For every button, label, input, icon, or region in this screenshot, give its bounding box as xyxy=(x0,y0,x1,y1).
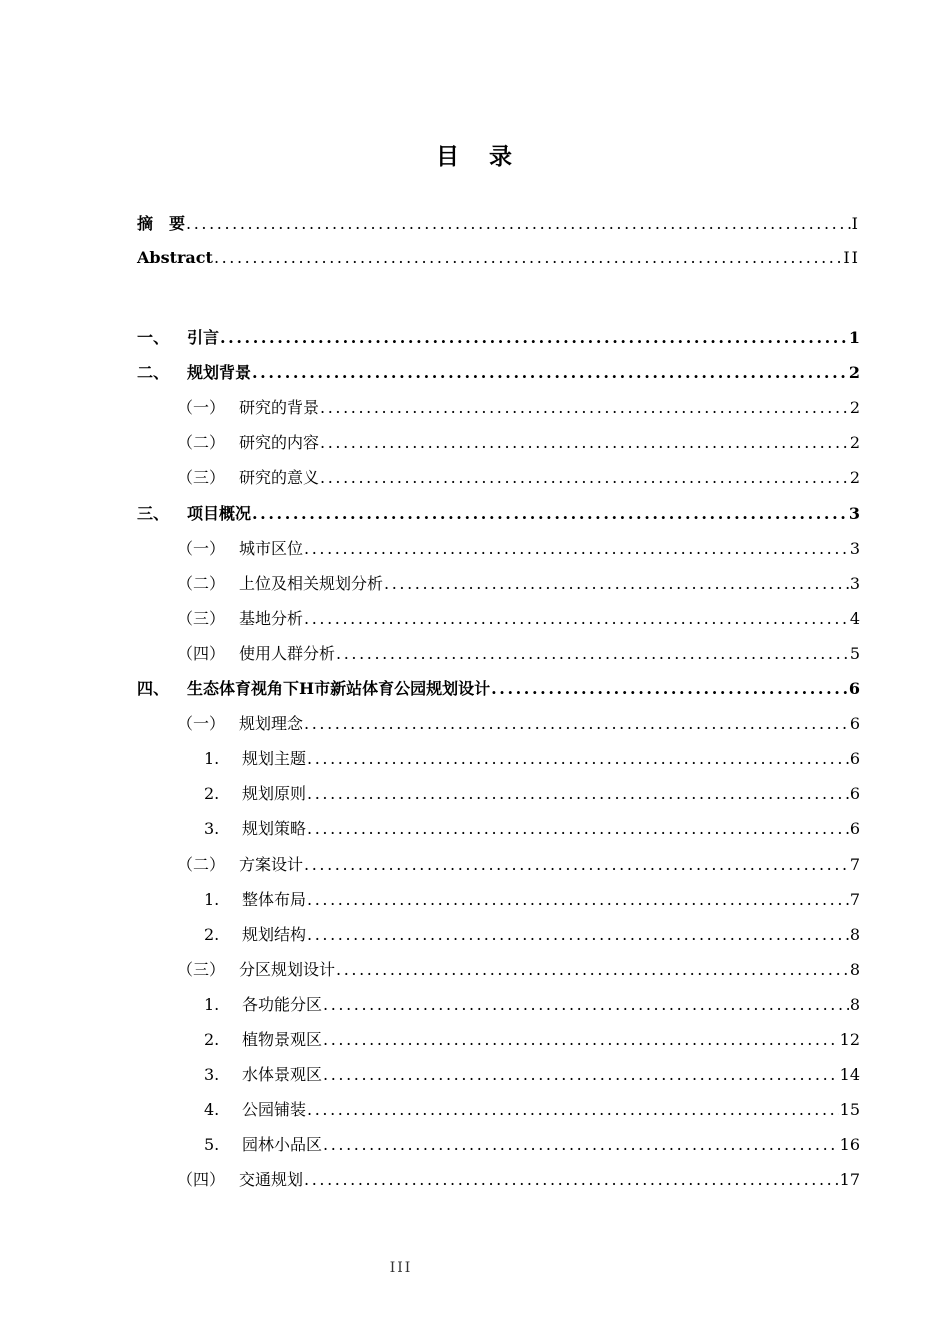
dot-leader xyxy=(307,782,849,806)
dot-leader xyxy=(307,1098,839,1122)
toc-entry-label: 方案设计 xyxy=(239,855,304,874)
dot-leader xyxy=(252,502,848,526)
toc-entry-page: 14 xyxy=(839,1065,860,1084)
toc-entry-page: 6 xyxy=(848,679,860,698)
toc-entry-number: （三） xyxy=(177,468,226,487)
toc-entry[interactable] xyxy=(177,1168,860,1192)
toc-entry-number: （一） xyxy=(177,398,226,417)
toc-entry-number: （一） xyxy=(177,714,226,733)
toc-entry-page: 6 xyxy=(849,714,860,733)
toc-entry-page: 8 xyxy=(849,995,860,1014)
toc-entry-label: 整体布局 xyxy=(242,890,307,909)
dot-leader xyxy=(304,712,849,736)
toc-entry[interactable] xyxy=(204,888,860,912)
toc-entry[interactable] xyxy=(137,502,860,526)
toc-entry-page: 3 xyxy=(849,574,860,593)
toc-entry-label: 上位及相关规划分析 xyxy=(239,574,384,593)
dot-leader xyxy=(307,817,849,841)
dot-leader xyxy=(252,361,848,385)
toc-entry-label: 规划策略 xyxy=(242,819,307,838)
toc-entry-label: 公园铺装 xyxy=(242,1100,307,1119)
toc-entry-page: 6 xyxy=(849,784,860,803)
toc-entry-number: 一、 xyxy=(137,328,170,347)
toc-entry-label: 规划背景 xyxy=(187,363,252,382)
toc-entry[interactable] xyxy=(177,642,860,666)
toc-entry-number: 2. xyxy=(204,784,220,803)
dot-leader xyxy=(323,1133,839,1157)
dot-leader xyxy=(384,572,849,596)
toc-entry[interactable] xyxy=(137,326,860,350)
toc-entry-page: 2 xyxy=(849,398,860,417)
toc-entry-number: （一） xyxy=(177,539,226,558)
toc-entry[interactable] xyxy=(177,853,860,877)
toc-entry-number: （三） xyxy=(177,960,226,979)
toc-entry-label: 园林小品区 xyxy=(242,1135,323,1154)
toc-entry[interactable] xyxy=(204,1063,860,1087)
toc-entry-label: 城市区位 xyxy=(239,539,304,558)
toc-entry-number: 二、 xyxy=(137,363,170,382)
dot-leader xyxy=(491,677,848,701)
toc-entry[interactable] xyxy=(177,607,860,631)
toc-entry-number: （二） xyxy=(177,433,226,452)
toc-entry-label: 项目概况 xyxy=(187,504,252,523)
toc-entry[interactable] xyxy=(177,537,860,561)
toc-entry-page: 1 xyxy=(848,328,860,347)
toc-entry-label: 各功能分区 xyxy=(242,995,323,1014)
toc-entry[interactable] xyxy=(204,1028,860,1052)
toc-entry-label: 规划主题 xyxy=(242,749,307,768)
toc-entry[interactable] xyxy=(137,677,860,701)
toc-entry[interactable] xyxy=(177,396,860,420)
toc-entry-label: 规划原则 xyxy=(242,784,307,803)
toc-entry-page: 8 xyxy=(849,925,860,944)
toc-entry-page: 16 xyxy=(839,1135,860,1154)
toc-entry-number: （四） xyxy=(177,1170,226,1189)
dot-leader xyxy=(320,466,849,490)
dot-leader xyxy=(323,993,849,1017)
toc-entry-page: 2 xyxy=(849,468,860,487)
toc-entry-page: 7 xyxy=(849,890,860,909)
toc-entry-label: 研究的内容 xyxy=(239,433,320,452)
page-title xyxy=(0,138,950,171)
toc-entry-page: II xyxy=(843,248,860,267)
toc-entry[interactable] xyxy=(204,747,860,771)
toc-entry[interactable] xyxy=(137,361,860,385)
toc-entry-page: 2 xyxy=(849,433,860,452)
dot-leader xyxy=(304,853,849,877)
toc-entry-page: 6 xyxy=(849,819,860,838)
toc-entry-page: I xyxy=(851,214,860,233)
page-title-char-1: 目 xyxy=(436,143,461,170)
toc-entry-label: 规划结构 xyxy=(242,925,307,944)
dot-leader xyxy=(214,246,842,270)
toc-entry[interactable] xyxy=(137,246,860,270)
toc-entry-number: （二） xyxy=(177,574,226,593)
toc-entry-number: （四） xyxy=(177,644,226,663)
toc-entry-page: 8 xyxy=(849,960,860,979)
toc-entry[interactable] xyxy=(204,993,860,1017)
toc-entry[interactable] xyxy=(204,1098,860,1122)
dot-leader xyxy=(304,607,849,631)
page-number-footer: III xyxy=(389,1260,413,1276)
toc-entry-number: 1. xyxy=(204,890,220,909)
toc-entry-label: 植物景观区 xyxy=(242,1030,323,1049)
toc-entry-page: 6 xyxy=(849,749,860,768)
toc-entry[interactable] xyxy=(204,923,860,947)
dot-leader xyxy=(307,888,849,912)
toc-entry-page: 12 xyxy=(839,1030,860,1049)
toc-entry-page: 17 xyxy=(839,1170,860,1189)
toc-entry[interactable] xyxy=(204,782,860,806)
dot-leader xyxy=(307,923,849,947)
page-title-char-2: 录 xyxy=(489,143,514,170)
toc-entry[interactable] xyxy=(177,712,860,736)
toc-entry-number: （三） xyxy=(177,609,226,628)
toc-entry-number: 2. xyxy=(204,1030,220,1049)
dot-leader xyxy=(323,1028,839,1052)
dot-leader xyxy=(304,537,849,561)
toc-entry-label: 生态体育视角下H市新站体育公园规划设计 xyxy=(187,679,491,698)
toc-entry-label: 水体景观区 xyxy=(242,1065,323,1084)
toc-entry-label: 摘 要 xyxy=(137,214,186,233)
toc-entry[interactable] xyxy=(177,572,860,596)
toc-entry[interactable] xyxy=(177,958,860,982)
toc-entry[interactable] xyxy=(177,466,860,490)
toc-entry-number: 3. xyxy=(204,1065,220,1084)
toc-entry-number: 1. xyxy=(204,749,220,768)
toc-entry-label: Abstract xyxy=(137,248,213,267)
toc-entry-number: 3. xyxy=(204,819,220,838)
dot-leader xyxy=(323,1063,839,1087)
dot-leader xyxy=(320,396,849,420)
toc-entry-label: 使用人群分析 xyxy=(239,644,336,663)
toc-entry-number: 4. xyxy=(204,1100,220,1119)
toc-entry-number: （二） xyxy=(177,855,226,874)
toc-entry-number: 1. xyxy=(204,995,220,1014)
dot-leader xyxy=(320,431,849,455)
dot-leader xyxy=(220,326,848,350)
toc-entry[interactable] xyxy=(204,1133,860,1157)
toc-entry[interactable] xyxy=(137,212,860,236)
dot-leader xyxy=(186,212,851,236)
toc-entry-page: 7 xyxy=(849,855,860,874)
toc-entry-number: 四、 xyxy=(137,679,170,698)
toc-entry-number: 2. xyxy=(204,925,220,944)
toc-entry-label: 基地分析 xyxy=(239,609,304,628)
toc-entry[interactable] xyxy=(204,817,860,841)
toc-entry-page: 3 xyxy=(848,504,860,523)
toc-entry-label: 引言 xyxy=(187,328,220,347)
toc-entry-label: 研究的背景 xyxy=(239,398,320,417)
toc-entry-page: 3 xyxy=(849,539,860,558)
toc-entry-label: 研究的意义 xyxy=(239,468,320,487)
toc-entry-label: 分区规划设计 xyxy=(239,960,336,979)
dot-leader xyxy=(336,642,849,666)
dot-leader xyxy=(336,958,849,982)
toc-entry-page: 4 xyxy=(849,609,860,628)
dot-leader xyxy=(307,747,849,771)
toc-entry-label: 交通规划 xyxy=(239,1170,304,1189)
toc-entry-page: 5 xyxy=(849,644,860,663)
toc-entry-number: 三、 xyxy=(137,504,170,523)
toc-entry-number: 5. xyxy=(204,1135,220,1154)
dot-leader xyxy=(304,1168,839,1192)
toc-entry-label: 规划理念 xyxy=(239,714,304,733)
toc-entry-page: 2 xyxy=(848,363,860,382)
toc-entry[interactable] xyxy=(177,431,860,455)
toc-entry-page: 15 xyxy=(839,1100,860,1119)
